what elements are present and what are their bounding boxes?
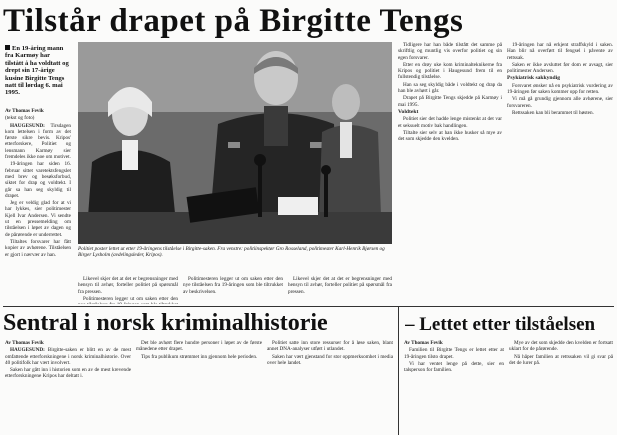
article-b-column-2 — [136, 340, 262, 435]
article-column-4 — [288, 276, 392, 304]
bullet-icon — [5, 45, 10, 50]
paragraph: Jeg er veldig glad for at vi har lykkes, sier politimester Kjell Ivar Andersen. Vi sendte ut en pressemelding om tilståelsen i løpet av dagen og de pårørende er underrettet. — [5, 200, 71, 238]
paragraph: Mye av det som skjedde den kvelden er fortsatt uklart for de pårørende. — [509, 340, 613, 353]
article-column-5 — [398, 42, 502, 304]
byline: Av Thomas Fevik — [5, 108, 44, 114]
paragraph: Drapet på Birgitte Tengs skjedde på Karmøy i mai 1995. — [398, 95, 502, 108]
article-column-3 — [183, 276, 283, 304]
paragraph: Familien til Birgitte Tengs er lettet etter at 19-åringen tilsto drapet. — [404, 347, 504, 360]
paragraph: Rettssaken kan bli berammet til høsten. — [512, 109, 594, 116]
paragraph: Han sa seg skyldig både i voldtekt og drap da han ble avhørt i går. — [398, 81, 502, 95]
paragraph: 19-åringen har nå erkjent straffskyld i saken. Han blir nå overført til fengsel i påvente av rettssak. — [507, 42, 613, 61]
paragraph: Politiet satte inn store ressurser for å løse saken, blant annet DNA-analyser utført i utlandet. — [267, 340, 393, 353]
paragraph: Saken har vært gjenstand for stor oppmerksomhet i media over hele landet. — [267, 353, 393, 366]
paragraph: Tips fra publikum strømmet inn gjennom hele perioden. — [141, 353, 258, 360]
article-b-column-1 — [5, 340, 131, 435]
paragraph: Tirsdagen kom lettelsen i form av det første sikre bevis. Kripos' etterforskere, Politiet og lensmann Karmøy sier fremdeles ikke noe om motivet. — [5, 122, 71, 161]
paragraph: Tiltalte sier selv at han ikke husker så mye av det som skjedde den kvelden. — [398, 129, 502, 143]
dateline: HAUGESUND: — [10, 347, 45, 354]
article-column-2 — [78, 276, 178, 304]
article-column-6 — [507, 42, 613, 304]
paragraph: Politimesteren legger ut om saken etter den — [83, 295, 178, 302]
byline: Av Thomas Fevik — [5, 340, 44, 346]
article-c-column-2 — [509, 340, 613, 435]
paragraph: Likevel skjer det at det er begrensninger med hensyn til avhør, forteller politiet på spørsmål fra pressen. — [288, 276, 392, 295]
article-column-1 — [5, 108, 71, 304]
article-c-column-1 — [404, 340, 504, 435]
lead-text: En 19-åring mann fra Karmøy har tilstått å ha voldtatt og drept sin 17-årige kusine Birgitte Tengs natt til lørdag 6. mai 1995. — [5, 45, 69, 97]
byline: Av Thomas Fevik — [404, 340, 443, 346]
news-photo — [78, 42, 392, 244]
paragraph: Saken har gått inn i historien som en av de mest krevende etterforskningene Kripos har deltatt i. — [5, 367, 131, 380]
secondary-headline: Sentral i norsk kriminalhistorie — [3, 310, 328, 336]
byline-sub: (tekst og foto) — [5, 115, 35, 122]
paragraph: 19-åringen har siden 16. februar sittet varetektsfengslet med brev og besøksforbud, siktet for drap og voldtekt. I går sa han seg skyldig til drapet. — [5, 161, 71, 199]
subheading: Psykiatrisk sakkyndig — [507, 75, 561, 82]
paragraph: Politiet sier det hadde lenge mistenkt at det var et seksuelt motiv bak handlingen. — [398, 116, 502, 129]
photo-illustration — [78, 42, 392, 244]
paragraph: Likevel skjer det at det er begrensninger med hensyn til avhør, forteller politiet på spørsmål fra pressen. — [78, 276, 178, 295]
subheading: Voldtekt — [398, 108, 419, 115]
main-headline: Tilstår drapet på Birgitte Tengs — [3, 3, 464, 39]
paragraph: Tiltaltes forsvarer har fått kopier av avhørene. Tilståelsen er gjort i nærvær av han. — [5, 238, 71, 258]
paragraph: Vi må gå grundig gjennom alle avhørene, sier forsvareren. — [507, 96, 613, 109]
photo-caption: Politiet poster lettet ut etter 19-åringens tilståelse i Birgitte-saken. Fra venstre: politiinspektør Gro Rosseland, politimester Karl-Henrik Bjørsen og Birger Lysholm (avdelingsleder, Kripos). — [78, 246, 385, 259]
paragraph: Vi har ventet lenge på dette, sier en talsperson for familien. — [404, 360, 504, 374]
tertiary-headline: – Lettet etter tilståelsen — [405, 314, 596, 335]
paragraph: Birgitte-saken er blitt en av de mest omfattende etterforskningene i norsk kriminalhistorie. Over 40 politifolk har vært involvert. — [5, 347, 131, 366]
paragraph: Saken er ikke avsluttet før dom er avsagt, sier politimester Andersen. — [507, 61, 613, 75]
paragraph: Etter en drøy uke kom kriminalteknikerne fra Kripos og politiet i Haugesund frem til en fullstendig tilståelse. — [398, 61, 502, 81]
paragraph: Politimesteren legger ut om saken etter den nye tilståelsen fra 19-åringen som ble tiltrukket av beskrivelsen. — [183, 276, 283, 295]
paragraph: Det ble avhørt flere hundre personer i løpet av de første månedene etter drapet. — [136, 340, 262, 353]
paragraph: Forsvaret ønsker nå en psykiatrisk vurdering av 19-åringen før saken kommer opp for retten. — [507, 82, 613, 96]
lead-paragraph — [5, 45, 69, 103]
paragraph: Tidligere har han både tilstått det samme på skriftlig og muntlig vis overfor politiet og sin egen forsvarer. — [398, 42, 502, 61]
paragraph: Nå håper familien at rettssaken vil gi svar på det de lurer på. — [509, 353, 613, 366]
dateline: HAUGESUND: — [10, 122, 45, 129]
column-divider — [398, 306, 399, 435]
article-b-column-3 — [267, 340, 393, 435]
section-divider — [3, 306, 614, 307]
